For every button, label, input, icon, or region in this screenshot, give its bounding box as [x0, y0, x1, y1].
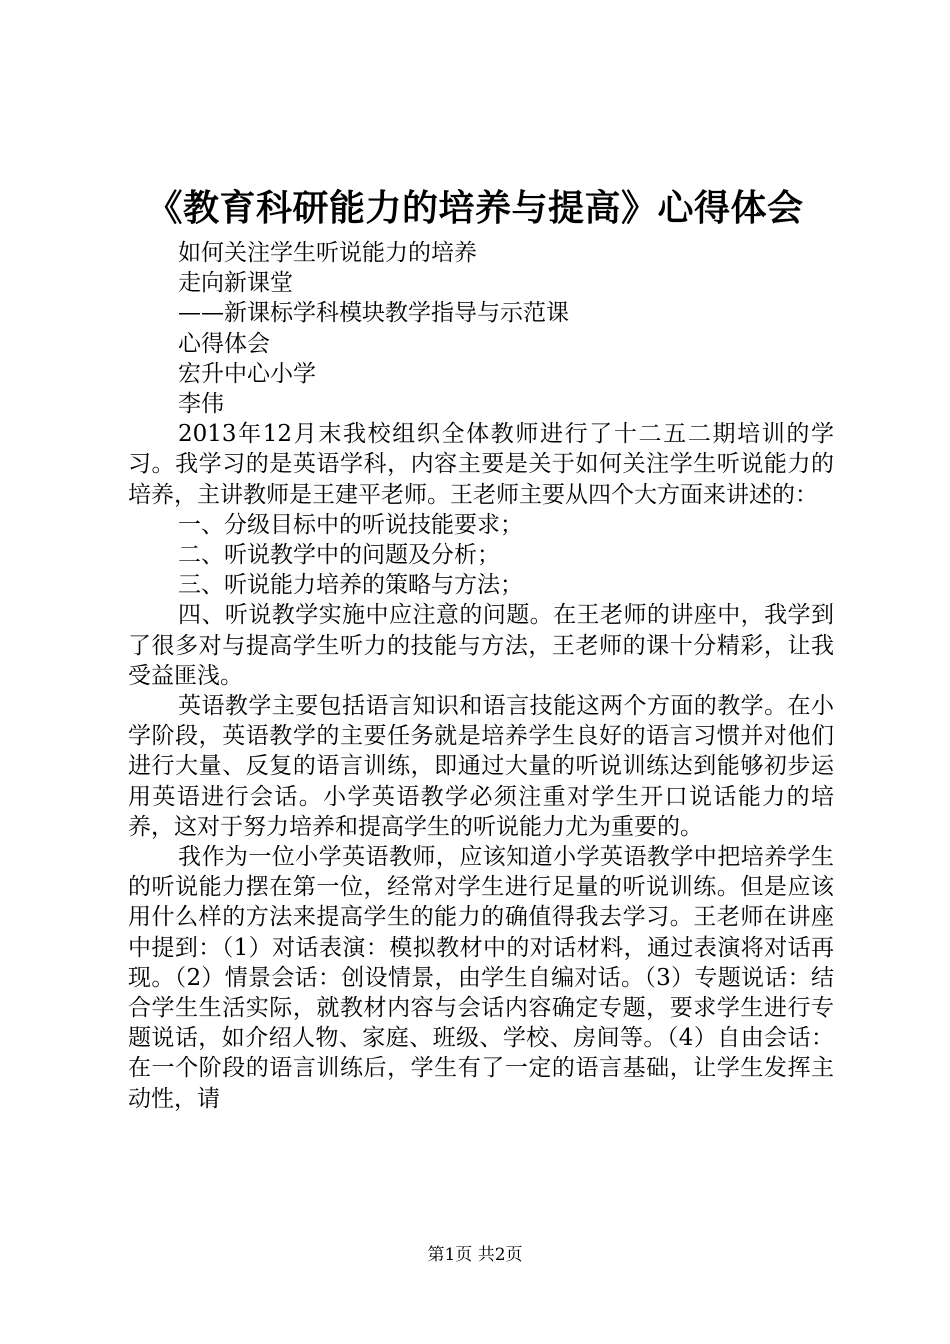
- header-line-series: 走向新课堂: [178, 270, 293, 297]
- paragraph-intro: 2013年12月末我校组织全体教师进行了十二五二期培训的学习。我学习的是英语学科，内容主要是关于如何关注学生听说能力的培养，主讲教师是王建平老师。王老师主要从四个大方面来讲述的：: [128, 421, 834, 508]
- paragraph-english-teaching: 英语教学主要包括语言知识和语言技能这两个方面的教学。在小学阶段，英语教学的主要任务就是培养学生良好的语言习惯并对他们进行大量、反复的语言训练，即通过大量的听说训练达到能够初步运用英语进行会话。小学英语教学必须注重对学生开口说话能力的培养，这对于努力培养和提高学生的听说能力尤为重要的。: [128, 693, 834, 840]
- page-footer: 第1页 共2页: [427, 1245, 523, 1265]
- header-line-author: 李伟: [178, 391, 224, 418]
- paragraph-point-3: 三、听说能力培养的策略与方法；: [178, 572, 523, 599]
- paragraph-point-1: 一、分级目标中的听说技能要求；: [178, 511, 523, 538]
- header-line-subtitle: ——新课标学科模块教学指导与示范课: [178, 300, 569, 327]
- paragraph-point-4: 四、听说教学实施中应注意的问题。在王老师的讲座中，我学到了很多对与提高学生听力的技能与方法，王老师的课十分精彩，让我受益匪浅。: [128, 602, 834, 689]
- header-line-school: 宏升中心小学: [178, 360, 316, 387]
- paragraph-point-2: 二、听说教学中的问题及分析；: [178, 542, 500, 569]
- header-line-topic: 如何关注学生听说能力的培养: [178, 240, 477, 266]
- document-title: 《教育科研能力的培养与提高》心得体会: [146, 187, 804, 229]
- document-body: [128, 238, 834, 1114]
- header-line-genre: 心得体会: [178, 330, 270, 357]
- paragraph-methods: 我作为一位小学英语教师，应该知道小学英语教学中把培养学生的听说能力摆在第一位，经常对学生进行足量的听说训练。但是应该用什么样的方法来提高学生的能力的确值得我去学习。王老师在讲座中提到：（1）对话表演：模拟教材中的对话材料，通过表演将对话再现。（2）情景会话：创设情景，由学生自编对话。（3）专题说话：结合学生生活实际，就教材内容与会话内容确定专题，要求学生进行专题说话，如介绍人物、家庭、班级、学校、房间等。（4）自由会话：在一个阶段的语言训练后，学生有了一定的语言基础，让学生发挥主动性，请: [128, 844, 834, 1112]
